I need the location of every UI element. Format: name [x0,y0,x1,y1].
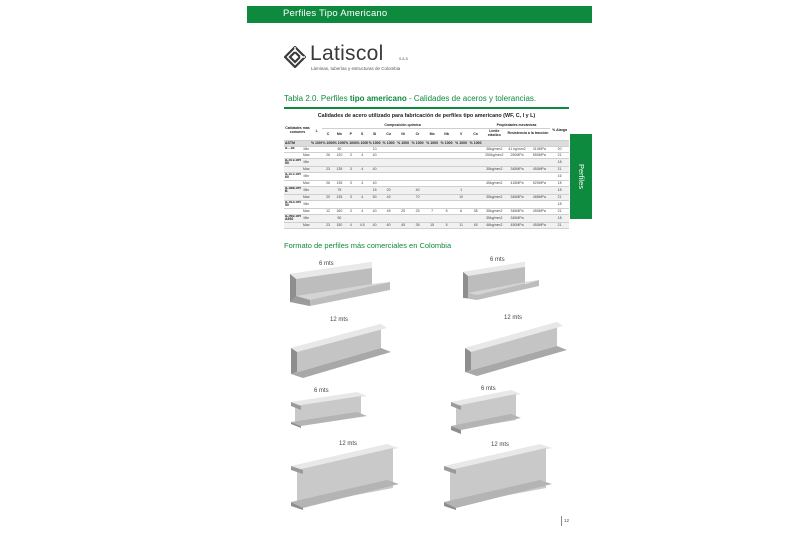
table-cell [439,186,454,194]
table-cell [381,158,396,166]
min-max-label: Min [303,216,310,220]
table-cell [396,186,411,194]
logo-sas: S.A.S [399,57,408,61]
table-cell: 3 [345,208,356,214]
table-cell [381,200,396,208]
min-max-label: Max [302,181,310,185]
table-cell [368,200,381,208]
beam-angle-12m-left [287,320,397,380]
astm-unit: % 1000 [382,141,395,145]
table-cell [311,172,322,180]
table-cell: 45kg/mm2 [483,180,506,186]
table-cell: 345MPa [506,214,529,222]
table-cell [468,158,483,166]
table-cell [439,172,454,180]
header-calidades: Calidades más comunes [284,122,311,140]
col-mn: Mn [334,128,345,140]
table-cell: 15 [368,186,381,194]
table-cell [454,172,469,180]
table-cell [454,214,469,222]
table-cell: 45 [468,222,483,228]
table-cell: 26 [322,152,333,158]
format-caption: Formato de perfiles más comerciales en Colombia [284,241,452,250]
table-cell: 35kg/mm2 [483,194,506,200]
grade-rows [284,146,569,228]
table-cell [506,186,529,194]
table-cell: 5 [439,208,454,214]
table-caption-suffix: - Calidades de aceros y tolerancias. [406,94,537,103]
grade-name: A-572-GR 50 [285,158,301,165]
table-cell: 410MPa [528,146,550,152]
table-cell: 35kg/mm2 [483,166,506,172]
table-subheader-row [284,128,569,140]
min-max-label: Max [302,167,310,171]
table-cell: 250kg/mm2 [483,152,506,158]
table-cell: 450MPa [506,222,529,228]
table-cell [345,214,356,222]
table-cell: 26 [322,180,333,186]
table-caption-prefix: Tabla 2.0. Perfiles [284,94,350,103]
table-cell: 46kg/mm2 [483,222,506,228]
table-cell: 21 [550,208,569,214]
table-cell: 415MPa [506,180,529,186]
table-cell: 18 [550,158,569,166]
col-c: C [322,128,333,140]
table-cell [468,172,483,180]
table-cell [322,172,333,180]
grade-name: A-992-GR A992 [285,214,301,221]
table-cell: 18 [550,186,569,194]
astm-unit: % 1000 [345,141,357,145]
table-cell: 160 [334,208,345,214]
table-cell: 5 [439,222,454,228]
col-s: S [357,128,368,140]
table-cell: 45 [381,208,396,214]
min-max-label: Min [303,188,310,192]
table-cell: 10 [454,194,469,200]
table-cell: 1 [454,186,469,194]
beam-label: 6 mts [490,257,505,263]
min-max-label: Min [303,147,310,151]
table-cell: 15 [425,222,440,228]
table-cell: 18 [550,180,569,186]
table-cell [439,200,454,208]
beam-ibeam-6m-left [287,388,373,428]
beam-label: 12 mts [491,442,510,448]
logo-diamond-icon [284,46,306,68]
table-caption-bold: tipo americano [349,94,407,103]
table-cell [528,200,550,208]
table-cell [439,158,454,166]
table-cell [483,172,506,180]
table-cell: 40 [368,152,381,158]
table-cell [528,172,550,180]
page-number: 12 [564,518,570,523]
table-title: Calidades de acero utilizado para fabricación de perfiles tipo americano (WF, C, I y L) [317,113,536,119]
table-cell: 450MPa [528,166,550,172]
table-cell: 21 [550,166,569,172]
table-cell [396,200,411,208]
table-cell [345,158,356,166]
astm-unit: % 1000 [440,141,453,145]
table-cell: 40 [410,186,425,194]
table-cell: 150 [334,222,345,228]
table-row [284,200,569,208]
table-cell: 250MPa [506,152,529,158]
table-cell: 550MPa [528,152,550,158]
astm-unit: % 1000 [356,141,368,145]
astm-unit: % 1000 [469,141,482,145]
beam-ibeam-6m-right [447,386,527,436]
header-title: Perfiles Tipo Americano [283,8,388,19]
table-cell [506,200,529,208]
col-ni: Ni [396,128,411,140]
beam-label: 6 mts [319,261,334,267]
table-cell: 345MPa [506,166,529,172]
table-cell [425,158,440,166]
table-cell: 7 [425,208,440,214]
col-l: L [311,122,322,140]
group-propiedades: Propiedades mecánicas [483,122,550,128]
col-p: P [345,128,356,140]
table-cell: 35 [410,222,425,228]
table-cell [334,172,345,180]
table-cell [396,172,411,180]
table-cell: 21 [550,152,569,158]
table-cell [368,214,381,222]
table-cell [357,186,368,194]
table-cell: 21 [550,222,569,228]
table-cell: 75 [334,186,345,194]
table-cell [506,158,529,166]
table-cell: 3 [345,152,356,158]
astm-unit: % 1000 [411,141,424,145]
table-cell: 36kg/mm2 [483,146,506,152]
astm-unit: % 1000 [333,141,346,145]
min-max-label: Max [302,223,310,227]
table-cell: 10 [368,146,381,152]
table-cell: 3 [345,180,356,186]
table-cell: 11 [454,222,469,228]
min-max-label: Max [302,195,310,199]
table-cell [528,158,550,166]
table-cell: 35kg/mm2 [483,214,506,222]
table-cell [468,186,483,194]
page-number-rule [561,516,562,526]
beam-label: 12 mts [339,441,358,447]
table-cell: 50 [368,194,381,200]
table-cell: 4 [357,180,368,186]
grade-name [284,222,302,228]
table-cell: 3 [345,194,356,200]
table-cell [483,200,506,208]
grade-name: A-588-GR B [285,186,301,193]
table-row [284,158,569,166]
astm-unit: % 1000 [322,141,334,145]
table-cell [322,158,333,166]
table-cell: 40 [368,180,381,186]
table-cell [334,200,345,208]
table-cell: 23 [322,166,333,172]
table-cell: 450MPa [528,208,550,214]
table-cell [396,214,411,222]
grade-name: A-572-GR 60 [285,172,301,179]
beam-channel-6m-left [288,258,396,310]
table-cell [410,200,425,208]
astm-unit: % 1000 [426,141,439,145]
table-cell: 345MPa [506,208,529,214]
table-cell [345,186,356,194]
table-cell [439,214,454,222]
col-cn: Cn [468,128,483,140]
table-cell [322,214,333,222]
col-cu: Cu [381,128,396,140]
astm-unit: % 1000 [455,141,468,145]
beam-label: 12 mts [330,317,349,323]
table-cell [311,200,322,208]
table-cell: 41 kg/mm2 [506,146,529,152]
table-cell: 4 [357,194,368,200]
min-max-label: Min [303,160,310,164]
table-cell [528,214,550,222]
side-tab[interactable] [570,134,592,219]
col-mo: Mo [425,128,440,140]
table-cell: 4 [357,208,368,214]
beam-ibeam-12m-left [287,440,407,512]
table-cell: 40 [381,194,396,200]
col-alarga: % Alarga [550,122,569,140]
table-cell [311,214,322,222]
table-cell: 16 [550,172,569,180]
table-cell [322,200,333,208]
table-cell [468,214,483,222]
col-nb: Nb [439,128,454,140]
table-cell: 135 [334,194,345,200]
table-cell: 20 [381,186,396,194]
table-row [284,214,569,222]
table-cell: 4 [357,166,368,172]
table-cell: 50 [334,214,345,222]
col-si: Si [368,128,381,140]
beam-angle-12m-right [461,318,571,378]
table-cell [345,172,356,180]
table-cell: 4.5 [357,222,368,228]
table-cell [483,158,506,166]
logo-tagline: Láminas, tuberías y estructuras de Colombia [311,66,401,71]
table-cell: 40 [368,166,381,172]
table-cell: 23 [322,222,333,228]
table-cell [425,172,440,180]
grade-name: A-913-GR 50 [285,200,301,207]
table-cell [396,158,411,166]
table-cell [410,214,425,222]
table-cell [357,200,368,208]
min-max-label: Min [303,202,310,206]
col-v: V [454,128,469,140]
table-cell [334,158,345,166]
table-cell [311,158,322,166]
table-cell: 3 [345,166,356,172]
table-cell [410,158,425,166]
min-max-label: Max [302,209,310,213]
table-cell [322,186,333,194]
table-cell: 60 [381,222,396,228]
grade-name: A - 36 [284,146,302,152]
table-row [284,186,569,194]
table-cell [528,186,550,194]
table-cell: 70 [410,194,425,200]
table-row [284,222,569,228]
table-cell: 6 [454,208,469,214]
logo-wordmark: Latiscol [310,42,384,65]
table-cell [368,172,381,180]
table-cell [357,158,368,166]
table-cell [425,200,440,208]
table-cell [345,200,356,208]
table-cell: 38 [468,208,483,214]
astm-unit: % 1000 [310,141,323,145]
table-cell: 18 [550,214,569,222]
table-caption [284,94,536,103]
beam-channel-6m-right [461,258,541,304]
table-cell: 80 [334,146,345,152]
group-composicion: Composición química [322,122,483,128]
table-cell: 25 [396,208,411,214]
table-cell: 45 [396,222,411,228]
table-cell [381,214,396,222]
table-cell [357,172,368,180]
table-row [284,172,569,180]
table-cell [454,200,469,208]
col-cr: Cr [410,128,425,140]
table-cell [506,172,529,180]
col-resistencia: Resistencia a la tracción [506,128,551,140]
table-cell [311,222,322,228]
table-cell: 12 [322,208,333,214]
table-cell [357,214,368,222]
beam-label: 6 mts [481,386,496,392]
table-cell [381,172,396,180]
table-cell [425,186,440,194]
table-cell: 4 [345,222,356,228]
beam-ibeam-12m-right [440,440,560,512]
side-tab-label: Perfiles [576,163,586,190]
beam-label: 12 mts [504,315,523,321]
table-cell: 40 [368,208,381,214]
beam-label: 6 mts [314,388,329,394]
table-cell: 20 [550,146,569,152]
table-cell: 4 [357,152,368,158]
table-cell [311,186,322,194]
table-cell [483,186,506,194]
table-cell: 25 [410,208,425,214]
astm-unit: % 1000 [368,141,381,145]
table-cell [410,172,425,180]
steel-grades-table [284,107,569,229]
astm-label: ASTM [284,140,311,146]
table-cell: 520MPa [528,180,550,186]
min-max-label: Min [303,174,310,178]
table-cell: 345MPa [506,194,529,200]
table-cell [468,200,483,208]
table-cell: 485MPa [528,194,550,200]
table-cell [454,158,469,166]
table-cell [368,158,381,166]
astm-unit: % 1000 [397,141,410,145]
table-cell: 120 [334,152,345,158]
table-cell: 135 [334,180,345,186]
table-cell: 20 [322,194,333,200]
table-cell: 450MPa [528,222,550,228]
col-limite: Límite elástico [483,128,506,140]
min-max-label: Max [302,153,310,157]
table-cell: 35kg/mm2 [483,208,506,214]
table-cell: 18 [550,200,569,208]
table-cell [425,214,440,222]
table-cell: 135 [334,166,345,172]
table-cell: 21 [550,194,569,200]
table-cell: 40 [368,222,381,228]
